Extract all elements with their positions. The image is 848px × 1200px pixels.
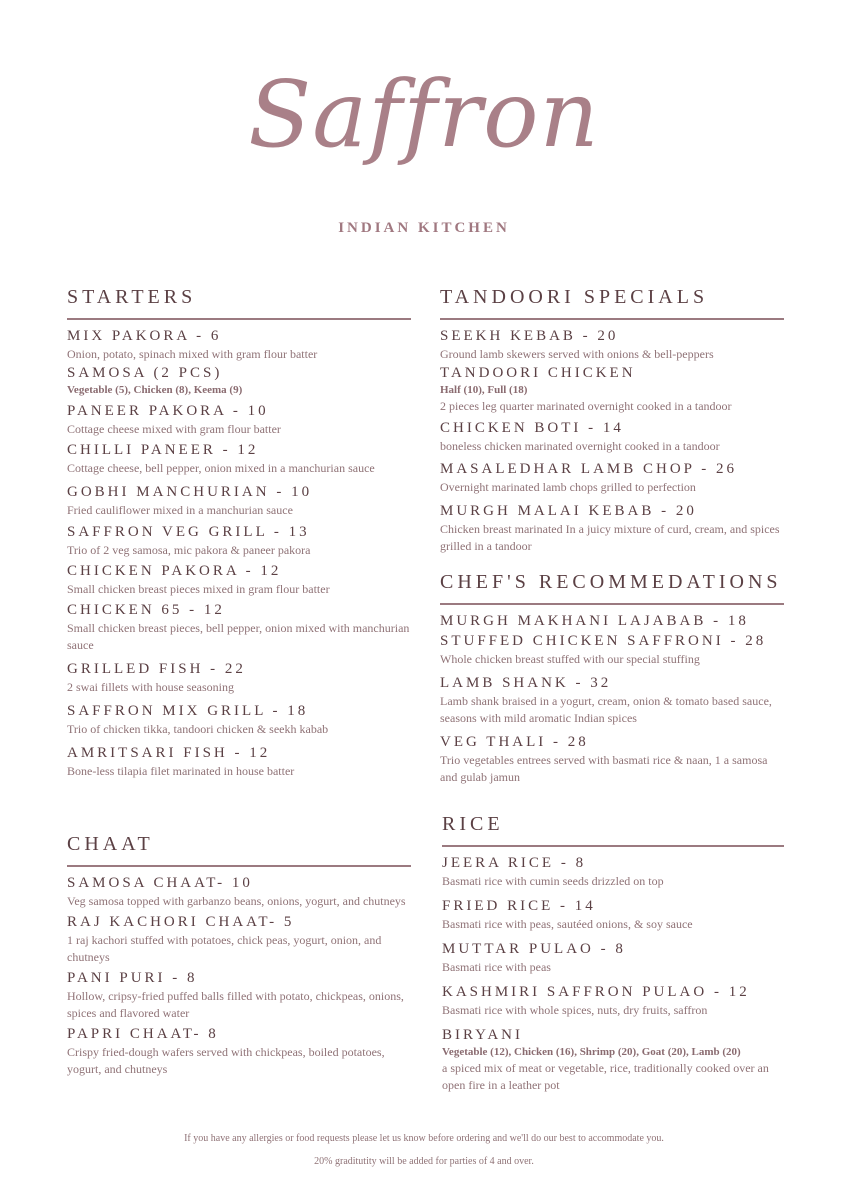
- chaat-section: [67, 831, 411, 1078]
- menu-item-description: Trio of 2 veg samosa, mic pakora & paneer pakora: [67, 543, 311, 557]
- restaurant-subtitle: INDIAN KITCHEN: [338, 220, 510, 236]
- menu-item-description: a spiced mix of meat or vegetable, rice, traditionally cooked over an open fire in a leather pot: [442, 1061, 769, 1092]
- menu-item-name: PAPRI CHAAT- 8: [67, 1026, 219, 1042]
- menu-item-prices: Vegetable (12), Chicken (16), Shrimp (20), Goat (20), Lamb (20): [442, 1046, 741, 1058]
- section-divider: [440, 318, 784, 320]
- menu-item-name: GRILLED FISH - 22: [67, 661, 246, 677]
- tandoori-list: [440, 326, 784, 555]
- section-divider: [67, 318, 411, 320]
- menu-item-description: Cottage cheese, bell pepper, onion mixed in a manchurian sauce: [67, 461, 375, 475]
- menu-item-name: CHICKEN 65 - 12: [67, 602, 225, 618]
- section-divider: [440, 603, 784, 605]
- tandoori-section: [440, 284, 784, 555]
- menu-item-name: MURGH MALAI KEBAB - 20: [440, 503, 697, 519]
- menu-item-description: Small chicken breast pieces mixed in gram flour batter: [67, 582, 330, 596]
- menu-item: [440, 459, 784, 496]
- menu-item: [440, 631, 784, 668]
- menu-item: [442, 896, 784, 933]
- menu-item-description: Small chicken breast pieces, bell pepper, onion mixed with manchurian sauce: [67, 621, 410, 652]
- menu-item-description: Basmati rice with peas, sautéed onions, & soy sauce: [442, 917, 693, 931]
- menu-item-prices: Half (10), Full (18): [440, 384, 528, 396]
- menu-item-description: Basmati rice with cumin seeds drizzled on top: [442, 874, 664, 888]
- menu-item: [67, 440, 411, 477]
- menu-item: [440, 732, 784, 786]
- menu-item: [67, 873, 411, 910]
- rice-section: [442, 811, 784, 1094]
- menu-item-name: MASALEDHAR LAMB CHOP - 26: [440, 461, 737, 477]
- section-divider: [67, 865, 411, 867]
- section-title-tandoori: TANDOORI SPECIALS: [440, 286, 709, 308]
- menu-item-description: Lamb shank braised in a yogurt, cream, onion & tomato based sauce, seasons with mild aromatic Indian spices: [440, 694, 772, 725]
- menu-item: [67, 561, 411, 598]
- menu-item-name: KASHMIRI SAFFRON PULAO - 12: [442, 984, 750, 1000]
- section-title-rice: RICE: [442, 813, 504, 835]
- menu-item-description: Crispy fried-dough wafers served with chickpeas, boiled potatoes, yogurt, and chutneys: [67, 1045, 385, 1076]
- menu-item-description: Hollow, cripsy-fried puffed balls filled with potato, chickpeas, onions, spices and flavored water: [67, 989, 404, 1020]
- menu-item-name: SEEKH KEBAB - 20: [440, 328, 619, 344]
- restaurant-logo: Saffron: [248, 61, 600, 168]
- menu-item-name: PANEER PAKORA - 10: [67, 403, 269, 419]
- menu-item: [442, 939, 784, 976]
- menu-item-name: MUTTAR PULAO - 8: [442, 941, 626, 957]
- menu-item-name: BIRYANI: [442, 1027, 524, 1043]
- menu-item: [67, 600, 411, 654]
- menu-item: [67, 522, 411, 559]
- menu-item: [440, 418, 784, 455]
- menu-item-name: JEERA RICE - 8: [442, 855, 587, 871]
- menu-item-description: Veg samosa topped with garbanzo beans, onions, yogurt, and chutneys: [67, 894, 406, 908]
- menu-item: [67, 659, 411, 696]
- starters-section: [67, 284, 411, 780]
- menu-item-description: 1 raj kachori stuffed with potatoes, chick peas, yogurt, onion, and chutneys: [67, 933, 382, 964]
- menu-item: [442, 1025, 784, 1094]
- menu-item-name: LAMB SHANK - 32: [440, 675, 612, 691]
- menu-item: [440, 363, 784, 415]
- menu-item: [440, 501, 784, 555]
- menu-item-name: MIX PAKORA - 6: [67, 328, 222, 344]
- starters-list: [67, 326, 411, 780]
- menu-item-description: Onion, potato, spinach mixed with gram flour batter: [67, 347, 318, 361]
- menu-item-description: Fried cauliflower mixed in a manchurian sauce: [67, 503, 293, 517]
- menu-item-description: Trio of chicken tikka, tandoori chicken & seekh kabab: [67, 722, 329, 736]
- section-title-starters: STARTERS: [67, 286, 197, 308]
- menu-item: [67, 968, 411, 1022]
- gratuity-note: 20% graditutity will be added for parties of 4 and over.: [314, 1156, 534, 1167]
- menu-item: [67, 743, 411, 780]
- menu-item: [67, 482, 411, 519]
- chefs-list: [440, 611, 784, 786]
- menu-item-description: Basmati rice with whole spices, nuts, dry fruits, saffron: [442, 1003, 708, 1017]
- chaat-list: [67, 873, 411, 1078]
- menu-item-prices: Vegetable (5), Chicken (8), Keema (9): [67, 384, 243, 396]
- menu-item-description: Bone-less tilapia filet marinated in house batter: [67, 764, 295, 778]
- menu-item: [67, 401, 411, 438]
- menu-item-name: RAJ KACHORI CHAAT- 5: [67, 914, 295, 930]
- menu-item-description: Chicken breast marinated In a juicy mixture of curd, cream, and spices grilled in a tandoor: [440, 522, 780, 553]
- menu-item: [440, 673, 784, 727]
- menu-item-name: CHICKEN PAKORA - 12: [67, 563, 282, 579]
- menu-item-name: AMRITSARI FISH - 12: [67, 745, 271, 761]
- menu-item: [440, 326, 784, 363]
- section-title-chefs: CHEF'S RECOMMEDATIONS: [440, 571, 782, 593]
- menu-item-name: SAFFRON VEG GRILL - 13: [67, 524, 310, 540]
- section-divider: [442, 845, 784, 847]
- menu-item: [67, 363, 411, 398]
- menu-item-name: CHILLI PANEER - 12: [67, 442, 259, 458]
- menu-item-description: Cottage cheese mixed with gram flour batter: [67, 422, 281, 436]
- allergy-note: If you have any allergies or food requests please let us know before ordering and we'll do our best to accommodate you.: [184, 1133, 664, 1144]
- menu-item-description: Overnight marinated lamb chops grilled to perfection: [440, 480, 696, 494]
- menu-item-description: 2 pieces leg quarter marinated overnight cooked in a tandoor: [440, 399, 732, 413]
- menu-item-name: VEG THALI - 28: [440, 734, 589, 750]
- menu-item-description: 2 swai fillets with house seasoning: [67, 680, 234, 694]
- menu-item-name: GOBHI MANCHURIAN - 10: [67, 484, 313, 500]
- section-title-chaat: CHAAT: [67, 833, 154, 855]
- menu-item-description: Ground lamb skewers served with onions & bell-peppers: [440, 347, 714, 361]
- menu-item-description: Trio vegetables entrees served with basmati rice & naan, 1 a samosa and gulab jamun: [440, 753, 768, 784]
- menu-item: [67, 1024, 411, 1078]
- menu-item-description: Whole chicken breast stuffed with our special stuffing: [440, 652, 700, 666]
- menu-item-name: SAMOSA (2 PCS): [67, 365, 223, 381]
- menu-item: [442, 853, 784, 890]
- rice-list: [442, 853, 784, 1094]
- menu-item-name: SAFFRON MIX GRILL - 18: [67, 703, 309, 719]
- menu-item-description: Basmati rice with peas: [442, 960, 551, 974]
- menu-item-name: CHICKEN BOTI - 14: [440, 420, 624, 436]
- menu-item: [67, 326, 411, 363]
- menu-item-name: SAMOSA CHAAT- 10: [67, 875, 253, 891]
- menu-item-name: FRIED RICE - 14: [442, 898, 596, 914]
- menu-item: [67, 912, 411, 966]
- chefs-section: [440, 569, 784, 786]
- menu-item-name: PANI PURI - 8: [67, 970, 198, 986]
- menu-item-name: TANDOORI CHICKEN: [440, 365, 636, 381]
- menu-item: [67, 701, 411, 738]
- menu-item: [440, 611, 784, 631]
- menu-item-name: STUFFED CHICKEN SAFFRONI - 28: [440, 633, 767, 649]
- menu-item-name: MURGH MAKHANI LAJABAB - 18: [440, 613, 749, 629]
- menu-item-description: boneless chicken marinated overnight cooked in a tandoor: [440, 439, 720, 453]
- menu-item: [442, 982, 784, 1019]
